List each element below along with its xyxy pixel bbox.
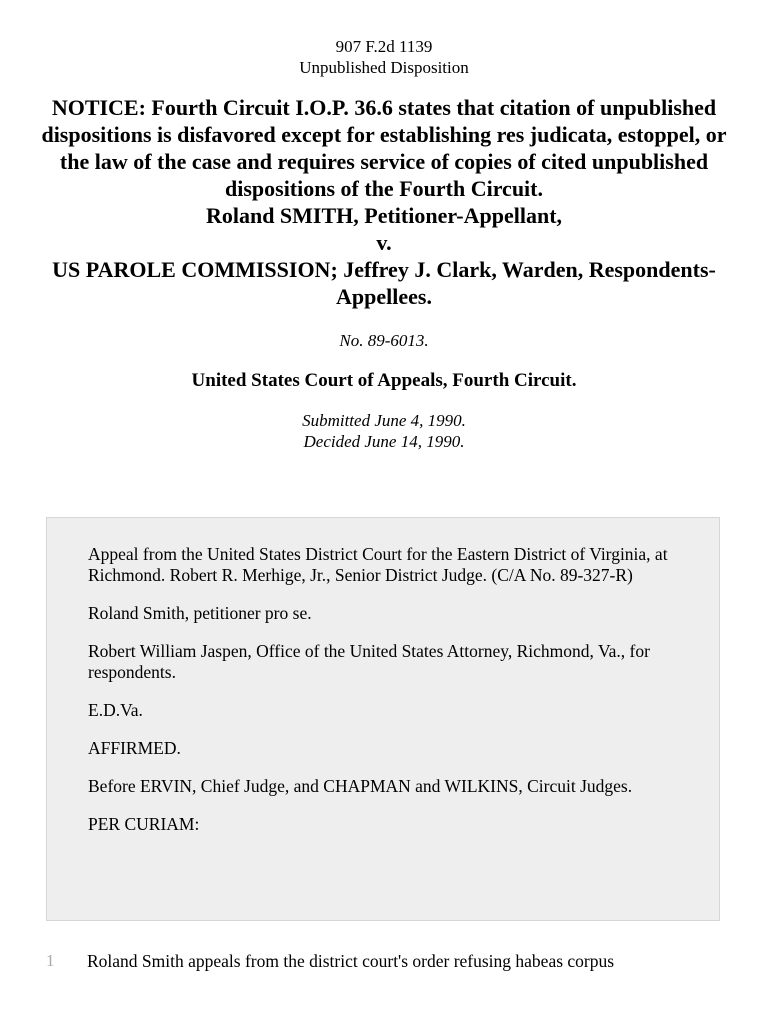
document-header (0, 0, 768, 78)
disposition-label: Unpublished Disposition (299, 58, 469, 77)
notice-text: NOTICE: Fourth Circuit I.O.P. 36.6 states that citation of unpublished dispositions is disfavored except for establishing res judicata, estoppel, or the law of the case and requires service of copies of cited unpublished dispositions of the Fourth Circuit. (41, 95, 727, 201)
versus-label: v. (376, 230, 392, 255)
petitioner-counsel: Roland Smith, petitioner pro se. (88, 603, 312, 623)
per-curiam-label: PER CURIAM: (88, 814, 200, 834)
respondent-counsel: Robert William Jaspen, Office of the United States Attorney, Richmond, Va., for respondents. (88, 641, 650, 682)
case-citation: 907 F.2d 1139 (335, 37, 433, 56)
decided-date: Decided June 14, 1990. (303, 432, 465, 451)
lower-court: E.D.Va. (88, 700, 143, 720)
judge-panel: Before ERVIN, Chief Judge, and CHAPMAN and WILKINS, Circuit Judges. (88, 776, 633, 796)
respondent-name: US PAROLE COMMISSION; Jeffrey J. Clark, Warden, Respondents-Appellees. (52, 257, 716, 309)
paragraph-number: 1 (46, 951, 55, 970)
submitted-date: Submitted June 4, 1990. (302, 411, 466, 430)
docket-number: No. 89-6013. (339, 331, 429, 350)
paragraph-text: Roland Smith appeals from the district court's order refusing habeas corpus (87, 951, 615, 971)
petitioner-name: Roland SMITH, Petitioner-Appellant, (205, 203, 563, 228)
case-title (0, 94, 768, 310)
appeal-info: Appeal from the United States District Court for the Eastern District of Virginia, at Richmond. Robert R. Merhige, Jr., Senior District Judge. (C/A No. 89-327-R) (88, 544, 668, 585)
case-info-box (46, 517, 720, 921)
court-name: United States Court of Appeals, Fourth Circuit. (191, 370, 577, 391)
case-result: AFFIRMED. (88, 738, 181, 758)
case-dates (0, 410, 768, 452)
